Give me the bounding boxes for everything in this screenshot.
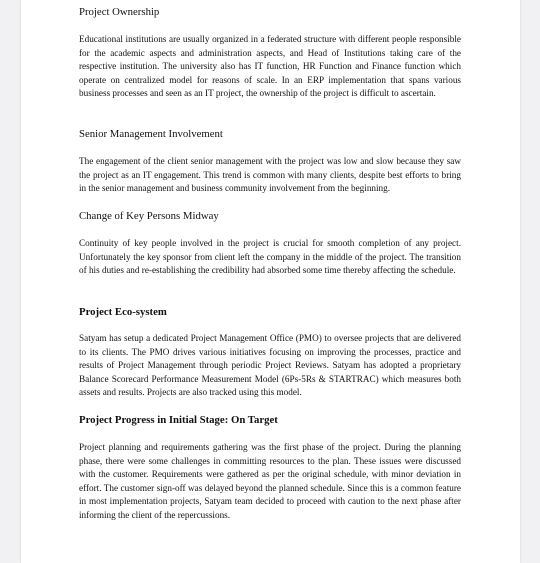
section-heading-project-ownership: Project Ownership bbox=[79, 6, 160, 18]
section-body-key-persons: Continuity of key people involved in the project is crucial for smooth completion of any project. Unfortunately the key sponsor from client left the company in the middle of the project. The transition of his duties and re-establishing the credibility had absorbed some time thereby affecting the schedule. bbox=[79, 238, 461, 276]
section-heading-progress: Project Progress in Initial Stage: On Target bbox=[79, 414, 278, 426]
section-heading-senior-management: Senior Management Involvement bbox=[79, 128, 223, 140]
section-body-senior-management: The engagement of the client senior management with the project was low and slow because they saw the project as an IT engagement. This trend is common with many clients, despite best efforts to bring in the senior management and business community involvement from the beginning. bbox=[79, 156, 461, 194]
section-body-progress: Project planning and requirements gathering was the first phase of the project. During the planning phase, there were some challenges in committing resources to the plan. These issues were discussed with the customer. Requirements were gathered as per the original schedule, with minor deviation in effort. The customer sign-off was delayed beyond the planned schedule. Since this is a common feature in most implementation projects, Satyam team decided to proceed with caution to the next phase after informing the client of the repercussions. bbox=[79, 442, 461, 520]
section-heading-eco-system: Project Eco-system bbox=[79, 306, 167, 318]
section-heading-key-persons: Change of Key Persons Midway bbox=[79, 210, 219, 222]
section-body-eco-system: Satyam has setup a dedicated Project Management Office (PMO) to oversee projects that are delivered to its clients. The PMO drives various initiatives focusing on improving the processes, practice and results of Project Management through periodic Project Reviews. Satyam has adopted a proprietary Balance Scorecard Performance Measurement Model (6Ps-5Rs & STARTRAC) which measures both assets and results. Projects are also tracked using this model. bbox=[79, 333, 461, 398]
document-page bbox=[21, 0, 520, 563]
section-body-project-ownership: Educational institutions are usually organized in a federated structure with different people responsible for the academic aspects and administration aspects, and Head of Institutions taking care of the respective institution. The university also has IT function, HR Function and Finance function which operate on centralized model for reasons of scale. In an ERP implementation that spans various business processes and seen as an IT project, the ownership of the project is difficult to ascertain. bbox=[79, 34, 461, 99]
